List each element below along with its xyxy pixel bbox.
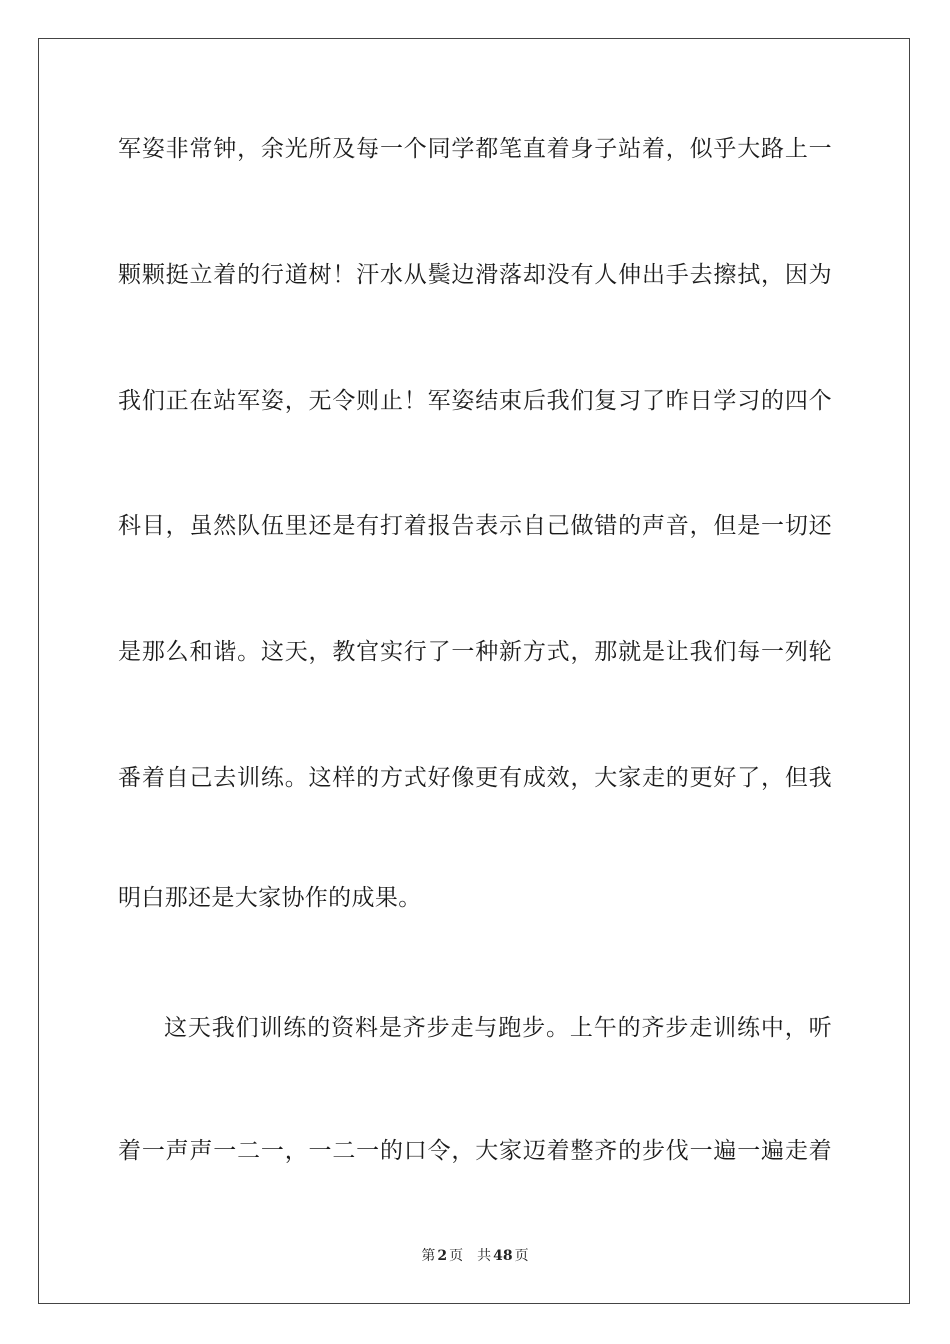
page-label-suffix: 页 xyxy=(449,1248,464,1264)
text-line: 颗颗挺立着的行道树！汗水从鬓边滑落却没有人伸出手去擦拭，因为 xyxy=(118,262,832,288)
text-line: 军姿非常钟，余光所及每一个同学都笔直着身子站着，似乎大路上一 xyxy=(118,136,832,162)
text-line: 科目，虽然队伍里还是有打着报告表示自己做错的声音，但是一切还 xyxy=(118,513,832,539)
page-label-prefix: 第 xyxy=(421,1248,436,1264)
total-pages: 48 xyxy=(493,1248,513,1264)
text-line: 着一声声一二一，一二一的口令，大家迈着整齐的步伐一遍一遍走着 xyxy=(118,1138,832,1164)
page-number: 2 xyxy=(437,1248,448,1264)
page-border xyxy=(38,38,910,1304)
text-line: 是那么和谐。这天，教官实行了一种新方式，那就是让我们每一列轮 xyxy=(118,639,832,665)
total-label-prefix: 共 xyxy=(477,1248,492,1264)
paragraph-first-line: 这天我们训练的资料是齐步走与跑步。上午的齐步走训练中，听 xyxy=(164,1015,832,1041)
total-label-suffix: 页 xyxy=(514,1248,529,1264)
text-line: 我们正在站军姿，无令则止！军姿结束后我们复习了昨日学习的四个 xyxy=(118,388,832,414)
text-line: 明白那还是大家协作的成果。 xyxy=(118,885,422,911)
page-footer xyxy=(0,1246,950,1266)
text-line: 番着自己去训练。这样的方式好像更有成效，大家走的更好了，但我 xyxy=(118,765,832,791)
